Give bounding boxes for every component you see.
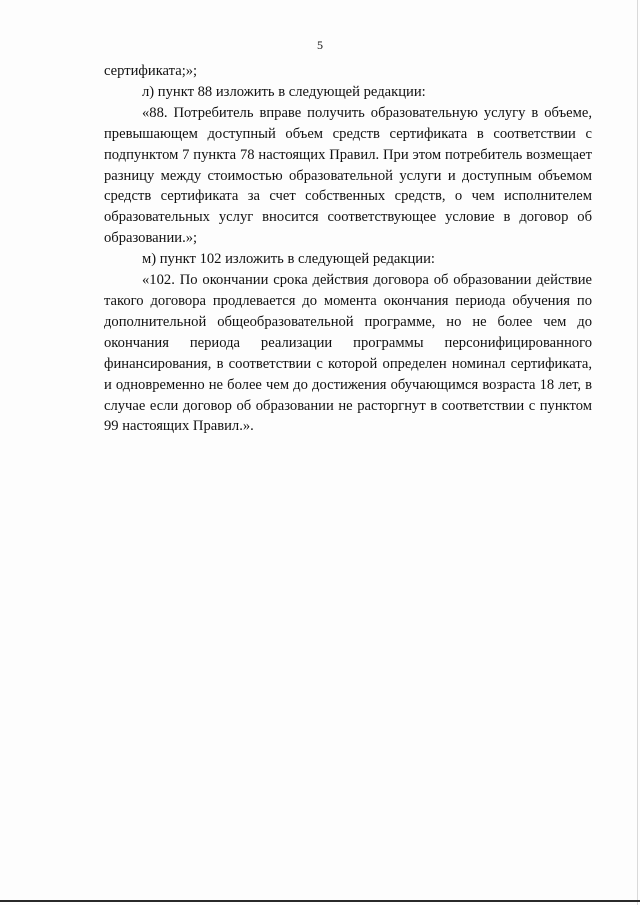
paragraph-item-l: л) пункт 88 изложить в следующей редакции: bbox=[142, 83, 426, 100]
page-number: 5 bbox=[317, 38, 323, 52]
paragraph-item-m: м) пункт 102 изложить в следующей редакции: bbox=[142, 251, 435, 268]
paragraph-clause-88: «88. Потребитель вправе получить образовательную услугу в объеме, превышающем доступный объем средств сертификата в соответствии с подпунктом 7 пункта 78 настоящих Правил. При этом потребитель возмещает разницу между стоимостью образовательной услуги и доступным объемом средств сертификата за счет собственных средств, о чем исполнителем образовательных услуг вносится соответствующее условие в договор об образовании.»; bbox=[104, 104, 592, 247]
scan-edge-right bbox=[637, 0, 638, 905]
document-body bbox=[104, 61, 592, 437]
scan-edge-bottom bbox=[0, 900, 640, 902]
paragraph-continuation: сертификата;»; bbox=[104, 63, 198, 79]
paragraph-clause-102: «102. По окончании срока действия договора об образовании действие такого договора продлевается до момента окончания периода обучения по дополнительной общеобразовательной программе, но не более чем до окончания периода реализации программы персонифицированного финансирования, в соответствии с которой определен номинал сертификата, и одновременно не более чем до достижения обучающимся возраста 18 лет, в случае если договор об образовании не расторгнут в соответствии с пунктом 99 настоящих Правил.». bbox=[104, 272, 592, 435]
